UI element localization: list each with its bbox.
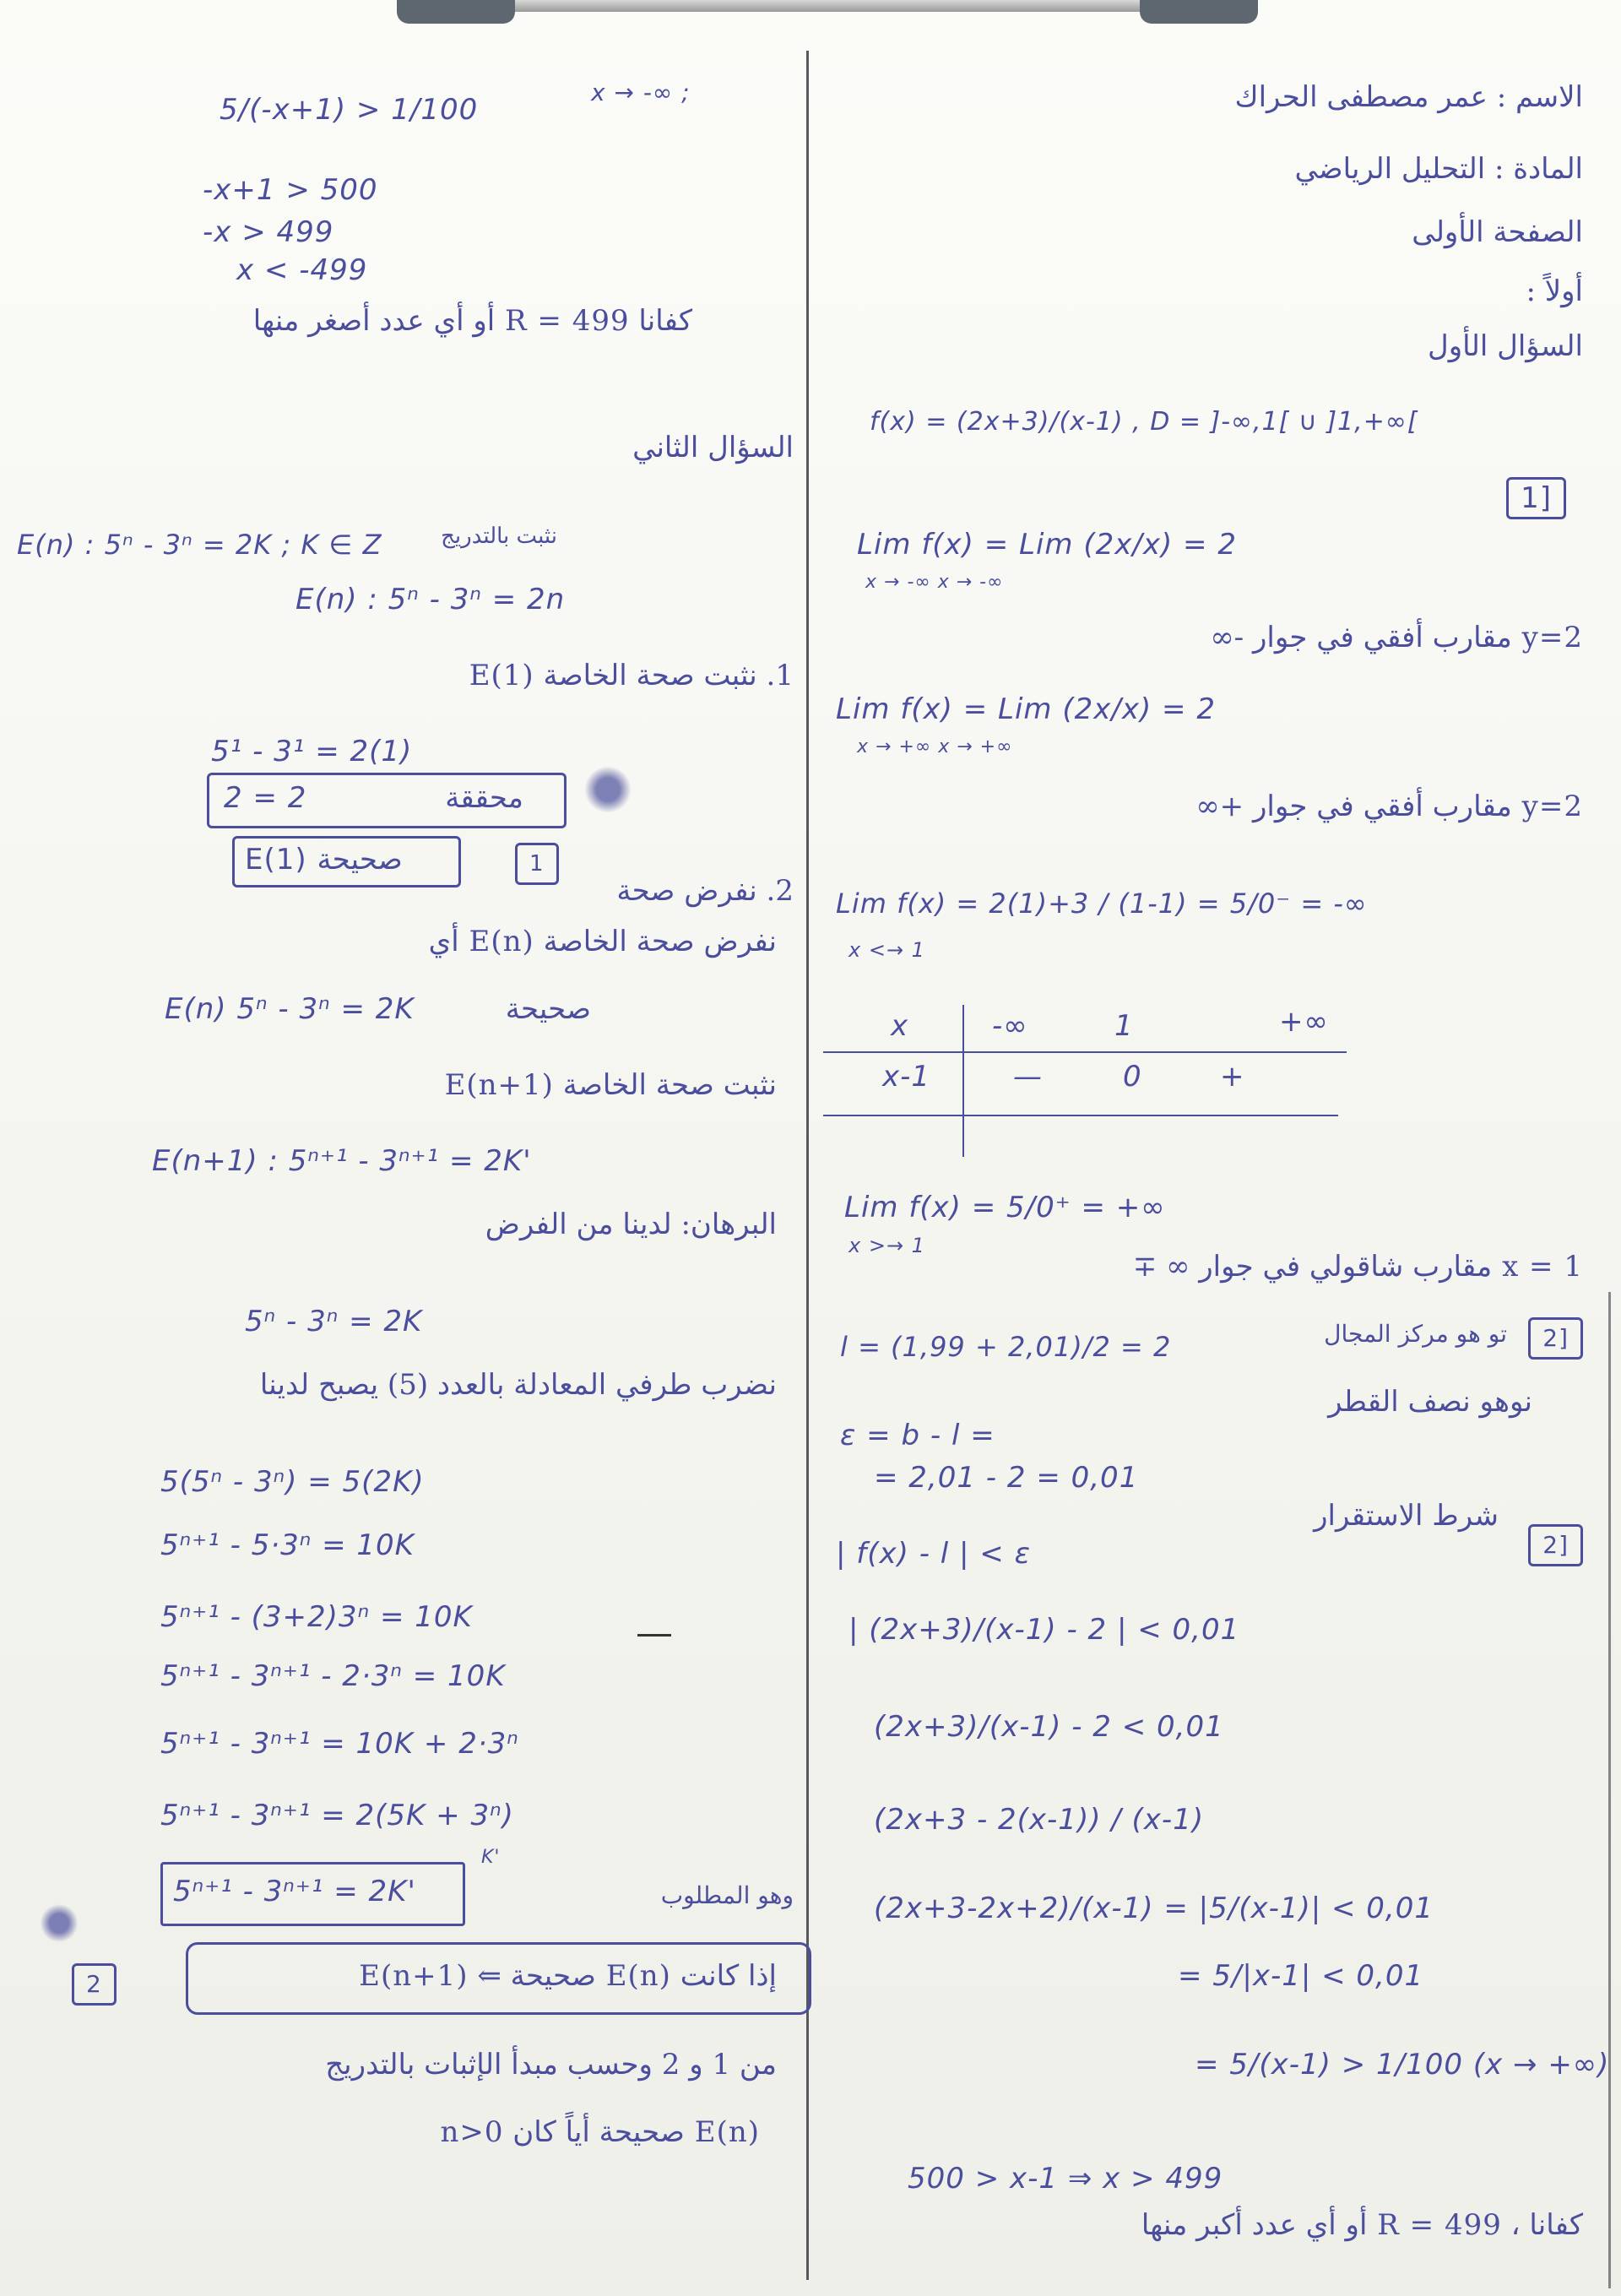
asym-pos-text: y=2 مقارب أفقي في جوار +∞ [1195,790,1583,823]
sign-table-one: 1 [1114,1009,1134,1043]
lim-one-left-sub: x <→ 1 [848,938,925,962]
eps-value: = 2,01 - 2 = 0,01 [874,1461,1139,1495]
eps-equation: ε = b - l = [840,1419,995,1452]
proof-1: 5ⁿ - 3ⁿ = 2K [245,1305,423,1338]
top-step-2: -x > 499 [203,215,334,249]
q2-label: 2] [1528,1317,1583,1360]
sign-table-pinf: +∞ [1279,1005,1329,1039]
function-definition: f(x) = (2x+3)/(x-1) , D = ]-∞,1[ ∪ ]1,+∞[ [870,407,1418,437]
sign-table-hline-2 [823,1115,1338,1116]
step-one-title: 1. نثبت صحة الخاصة E(1) [469,659,794,692]
prove-eq: E(n+1) : 5ⁿ⁺¹ - 3ⁿ⁺¹ = 2K' [152,1144,532,1178]
asym-neg-text: y=2 مقارب أفقي في جوار -∞ [1210,621,1583,654]
claim-alt: E(n) : 5ⁿ - 3ⁿ = 2n [295,583,566,616]
lim-neg-inf: Lim f(x) = Lim (2x/x) = 2 [857,528,1237,562]
top-conclusion: كفانا R = 499 أو أي عدد أصغر منها [252,304,692,338]
prove-text: نثبت صحة الخاصة E(n+1) [444,1068,777,1102]
sign-table-hline [823,1051,1347,1053]
condition-label: شرط الاستقرار [1314,1499,1499,1533]
lim-one-right-sub: x >→ 1 [848,1234,925,1257]
top-step-1: -x+1 > 500 [203,173,378,207]
abs-ineq-2: | (2x+3)/(x-1) - 2 | < 0,01 [848,1613,1240,1647]
q1-label: 1] [1506,477,1566,519]
e1-eq: 5¹ - 3¹ = 2(1) [211,735,413,768]
page-label: الصفحة الأولى [1412,215,1583,249]
proof-8-label: وهو المطلوب [660,1881,794,1909]
q2b-label: 2] [1528,1524,1583,1566]
sign-table-row-zero: 0 [1123,1060,1142,1094]
conclusion-text: إذا كانت E(n) صحيحة ⇐ E(n+1) [359,1959,777,1993]
sign-table-row-label: x-1 [882,1060,931,1094]
claim: E(n) : 5ⁿ - 3ⁿ = 2K ; K ∈ Z [17,529,382,561]
top-step-3: x < -499 [236,253,368,287]
abs-ineq-1: | f(x) - l | < ε [836,1537,1031,1571]
top-fraction: 5/(-x+1) > 1/100 [220,93,479,127]
student-name: الاسم : عمر مصطفى الحراك [1234,80,1583,114]
e1-number: 1 [515,843,559,885]
proof-4: 5ⁿ⁺¹ - (3+2)3ⁿ = 10K [160,1600,473,1634]
vertical-asymptote: x = 1 مقارب شاقولي في جوار ∞ ∓ [1132,1250,1583,1284]
proof-5: 5ⁿ⁺¹ - 3ⁿ⁺¹ - 2·3ⁿ = 10K [160,1659,506,1693]
top-condition: x → -∞ ; [591,79,691,106]
assume-eq: E(n) 5ⁿ - 3ⁿ = 2K [165,992,415,1026]
sign-table-vline [962,1005,964,1157]
question-two-title: السؤال الثاني [632,431,794,464]
right-column [823,0,1610,2296]
proof-3: 5ⁿ⁺¹ - 5·3ⁿ = 10K [160,1528,415,1562]
e1-check-eq: 2 = 2 [224,781,307,815]
sign-table-row-pos: + [1220,1060,1245,1094]
lim-pos-inf-sub: x → +∞ x → +∞ [857,736,1013,757]
lim-one-left: Lim f(x) = 2(1)+3 / (1-1) = 5/0⁻ = -∞ [836,887,1368,920]
proof-6: 5ⁿ⁺¹ - 3ⁿ⁺¹ = 10K + 2·3ⁿ [160,1727,519,1761]
assume-text: نفرض صحة الخاصة E(n) أي [428,925,777,958]
l-equation: l = (1,99 + 2,01)/2 = 2 [840,1331,1172,1363]
proof-7-k: K' [481,1847,501,1868]
step-6: = 5/|x-1| < 0,01 [1178,1959,1424,1993]
final-line-1: من 1 و 2 وحسب مبدأ الإثبات بالتدريج [325,2048,777,2082]
conclusion-number: 2 [72,1963,117,2006]
stray-dash [637,1634,671,1637]
step-3: (2x+3)/(x-1) - 2 < 0,01 [874,1710,1224,1744]
sign-table-row-neg: — [1013,1060,1043,1094]
question-one-title: السؤال الأول [1428,329,1583,363]
right-margin-line [1608,1292,1611,2288]
final-line-2: E(n) صحيحة أياً كان n>0 [440,2115,760,2149]
step-8: 500 > x-1 ⇒ x > 499 [908,2162,1223,2196]
lim-neg-inf-sub: x → -∞ x → -∞ [865,572,1004,593]
part-label: أولاً : [1526,274,1583,308]
eps-label: نوهو نصف القطر [1328,1385,1532,1419]
step-9: كفانا ، R = 499 أو أي عدد أكبر منها [1141,2208,1583,2242]
step-7: = 5/(x-1) > 1/100 (x → +∞) [1195,2048,1610,2082]
multiply-text: نضرب طرفي المعادلة بالعدد (5) يصبح لدينا [259,1368,777,1402]
step-two-title: 2. نفرض صحة [616,874,794,908]
proof-7: 5ⁿ⁺¹ - 3ⁿ⁺¹ = 2(5K + 3ⁿ) [160,1799,514,1832]
lim-pos-inf: Lim f(x) = Lim (2x/x) = 2 [836,692,1216,726]
e1-result: E(1) صحيحة [245,843,403,877]
scribble-mark-2 [34,1904,84,1942]
scribble-mark [578,764,637,815]
lim-one-right: Lim f(x) = 5/0⁺ = +∞ [844,1191,1166,1224]
claim-label: نثبت بالتدريج [441,524,557,549]
left-column [17,0,794,2296]
step-5: (2x+3-2x+2)/(x-1) = |5/(x-1)| < 0,01 [874,1892,1434,1925]
l-label: تو هو مركز المجال [1324,1320,1507,1348]
proof-8: 5ⁿ⁺¹ - 3ⁿ⁺¹ = 2K' [173,1875,416,1908]
sign-table-minf: -∞ [992,1009,1028,1043]
step-4: (2x+3 - 2(x-1)) / (x-1) [874,1803,1205,1837]
proof-label: البرهان: لدينا من الفرض [485,1208,777,1241]
proof-2: 5(5ⁿ - 3ⁿ) = 5(2K) [160,1465,425,1499]
subject-line: المادة : التحليل الرياضي [1294,152,1583,186]
e1-check-label: محققة [445,781,523,815]
sign-table-x: x [891,1009,909,1043]
assume-label: صحيحة [505,992,591,1026]
